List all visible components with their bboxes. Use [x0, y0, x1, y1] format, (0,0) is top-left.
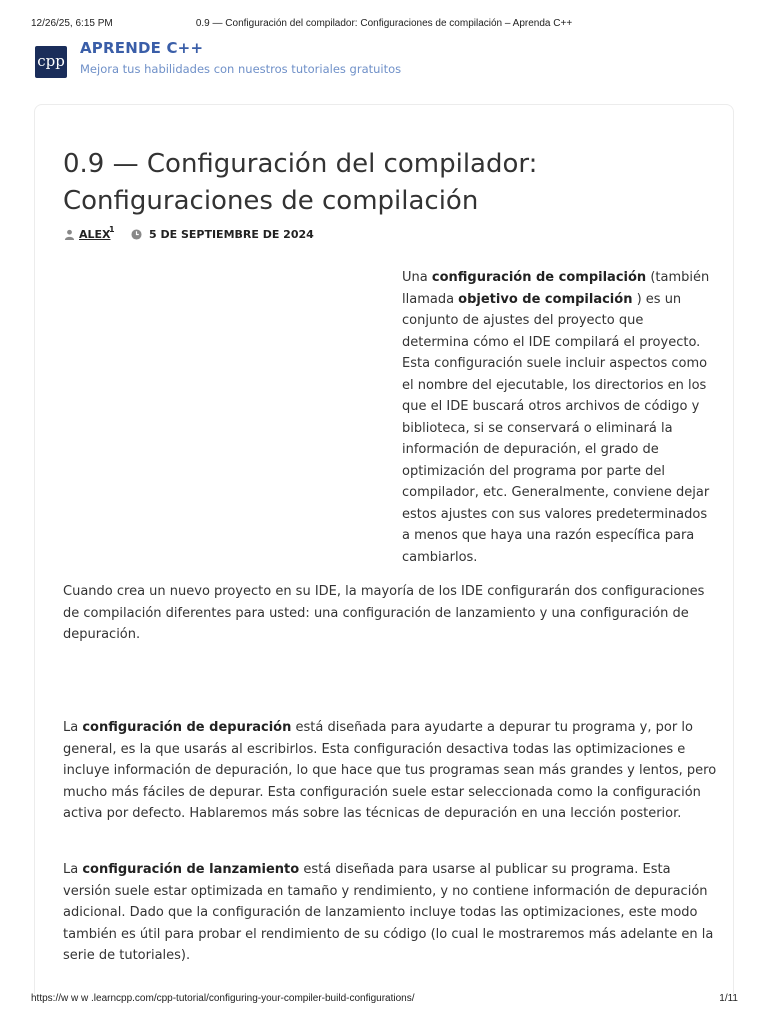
paragraph-two-configs: Cuando crea un nuevo proyecto en su IDE, la mayoría de los IDE configurarán dos configuraciones de compilación diferentes para usted: una configuración de lanzamiento y una configuración de depuración.	[63, 584, 705, 642]
print-doc-title: 0.9 — Configuración del compilador: Configuraciones de compilación – Aprenda C++	[195, 18, 573, 29]
print-datetime: 12/26/25, 6:15 PM	[31, 18, 113, 29]
print-footer	[0, 993, 768, 1007]
print-url: https://w w w .learncpp.com/cpp-tutorial/configuring-your-compiler-build-configurations/	[31, 993, 415, 1004]
site-tagline: Mejora tus habilidades con nuestros tutoriales gratuitos	[80, 62, 402, 76]
site-logo[interactable]: cpp	[35, 46, 67, 78]
paragraph-release-config: La configuración de lanzamiento está diseñada para usarse al publicar su programa. Esta versión suele estar optimizada en tamaño y rendimiento, y no contiene información de depuración adicional. Dado que la configuración de lanzamiento incluye todas las optimizaciones, este modo también es útil para probar el rendimiento de su código (lo cual le mostraremos más adelante en la serie de tutoriales).	[63, 862, 714, 963]
author-link[interactable]: ALEX	[79, 228, 111, 241]
term-build-target: objetivo de compilación	[458, 291, 633, 307]
print-header	[0, 18, 768, 34]
term-debug-configuration: configuración de depuración	[82, 720, 292, 735]
person-icon	[64, 229, 75, 240]
site-name-link[interactable]: APRENDE C++	[80, 39, 204, 57]
author-superscript: 1	[109, 225, 115, 234]
publish-date: 5 DE SEPTIEMBRE DE 2024	[149, 228, 314, 241]
clock-icon	[131, 229, 142, 240]
term-build-configuration: configuración de compilación	[431, 270, 647, 285]
term-release-configuration: configuración de lanzamiento	[82, 862, 300, 877]
intro-paragraph: Una configuración de compilación (también llamada objetivo de compilación ) es un conjunto de ajustes del proyecto que determina cómo el IDE compilará el proyecto. Esta configuración suele incluir aspectos como el nombre del ejecutable, los directorios en los que el IDE buscará otros archivos de código y biblioteca, si se conservará o eliminará la información de depuración, el grado de optimización del programa por parte del compilador, etc. Generalmente, conviene dejar estos ajustes con sus valores predeterminados a menos que haya una razón específica para cambiarlos.	[402, 270, 710, 565]
page-number: 1/11	[719, 993, 738, 1004]
paragraph-debug-config: La configuración de depuración está diseñada para ayudarte a depurar tu programa y, por lo general, es la que usarás al escribirlos. Esta configuración desactiva todas las optimizaciones e incluye información de depuración, lo que hace que tus programas sean más grandes y lentos, pero mucho más fáciles de depurar. Esta configuración suele estar seleccionada como la configuración activa por defecto. Hablaremos más sobre las técnicas de depuración en una lección posterior.	[63, 720, 717, 821]
page-title: 0.9 — Configuración del compilador: Configuraciones de compilación	[63, 149, 538, 216]
